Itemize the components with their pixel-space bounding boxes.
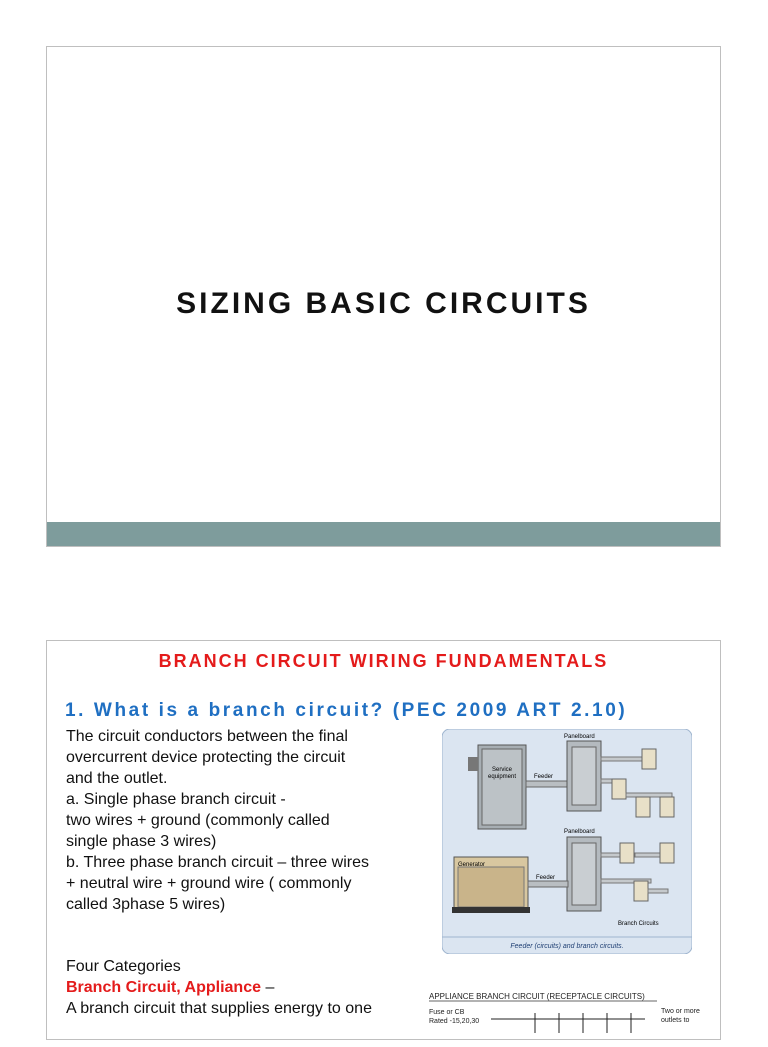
equipment-label: equipment [487,774,517,780]
category-text: A branch circuit that supplies energy to one [66,1000,372,1017]
categories-label: Four Categories [66,958,181,975]
body-line: + neutral wire + ground wire ( commonly [66,875,352,892]
category-heading [66,977,426,998]
fuse-label: Fuse or CB [429,1009,465,1016]
two-or-more-label: Two or more [661,1008,700,1015]
body-line: two wires + ground (commonly called [66,812,330,829]
slide-heading: BRANCH CIRCUIT WIRING FUNDAMENTALS [158,651,609,671]
diagram-title: APPLIANCE BRANCH CIRCUIT (RECEPTACLE CIRCUITS) [429,992,645,1001]
body-line: called 3phase 5 wires) [66,896,226,913]
category-dash: – [261,979,275,996]
body-line: single phase 3 wires) [66,833,217,850]
body-line: The circuit conductors between the final [66,728,348,745]
slide-footer-bar [47,522,720,546]
content-slide [46,640,721,1040]
title-slide [46,46,721,547]
generator-label: Generator [458,862,486,868]
body-line: and the outlet. [66,770,168,787]
rated-label: Rated -15,20,30 [429,1018,480,1025]
categories-section [66,956,426,1019]
category-title: Branch Circuit, Appliance [66,979,261,996]
feeder-top-label: Feeder [534,774,554,780]
appliance-circuit-diagram [425,987,715,1047]
slide-subheading: 1. What is a branch circuit? (PEC 2009 ART 2.10) [65,700,628,721]
body-line: a. Single phase branch circuit - [66,791,286,808]
service-label: Service [491,767,513,773]
body-line: overcurrent device protecting the circuit [66,749,346,766]
feeder-branch-diagram [442,729,692,954]
body-line: b. Three phase branch circuit – three wires [66,854,369,871]
figure-caption: Feeder (circuits) and branch circuits. [510,943,624,950]
panelboard-bottom-label: Panelboard [564,829,595,835]
outlets-label: outlets to [661,1017,690,1024]
panelboard-top-label: Panelboard [564,734,595,740]
slide-title: SIZING BASIC CIRCUITS [176,287,591,320]
body-text [66,726,416,915]
feeder-bottom-label: Feeder [536,875,556,881]
branch-circuits-label: Branch Circuits [618,921,659,927]
